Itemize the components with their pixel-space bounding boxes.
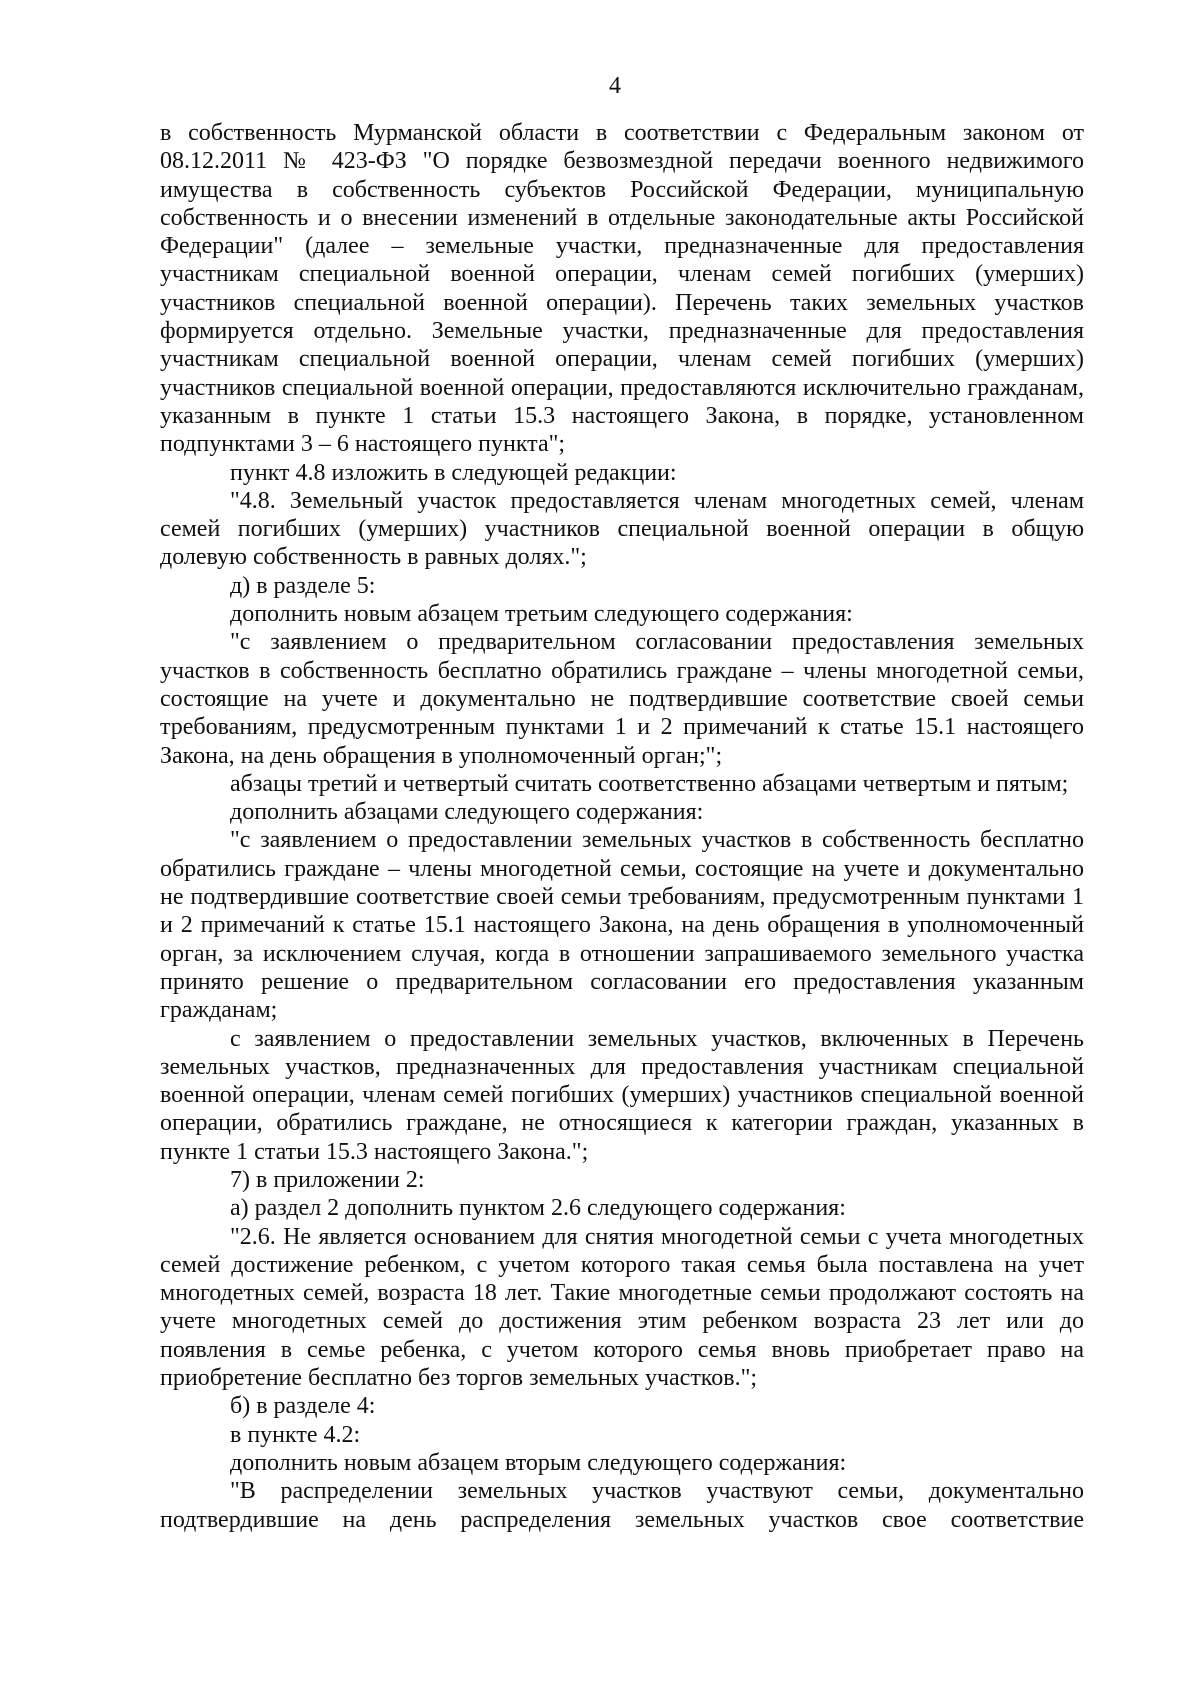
paragraph-16: дополнить новым абзацем вторым следующего содержания: bbox=[230, 1449, 847, 1476]
paragraph-12: а) раздел 2 дополнить пунктом 2.6 следующего содержания: bbox=[230, 1195, 846, 1222]
paragraph-10: с заявлением о предоставлении земельных участков, включенных в Перечень земельных участков, предназначенных для предоставления участникам специальной военной операции, членам семей погибших (умерших) участников специальной военной операции, обратились граждане, не относящиеся к категории граждан, указанных в пункте 1 статьи 15.3 настоящего Закона."; bbox=[160, 1025, 1084, 1165]
paragraph-17: "В распределении земельных участков участвуют семьи, документально подтвердившие на день распределения земельных участков свое соответствие bbox=[160, 1478, 1084, 1533]
paragraph-5: дополнить новым абзацем третьим следующего содержания: bbox=[230, 601, 853, 628]
paragraph-3: "4.8. Земельный участок предоставляется членам многодетных семей, членам семей погибших (умерших) участников специальной военной операции в общую долевую собственность в равных долях."; bbox=[160, 487, 1084, 571]
page-number: 4 bbox=[609, 73, 621, 99]
paragraph-9: "с заявлением о предоставлении земельных участков в собственность бесплатно обратились граждане – члены многодетной семьи, состоящие на учете и документально не подтвердившие соответствие своей семьи требованиям, предусмотренным пунктами 1 и 2 примечаний к статье 15.1 настоящего Закона, на день обращения в уполномоченный орган, за исключением случая, когда в отношении запрашиваемого земельного участка принято решение о предварительном согласовании его предоставления указанным гражданам; bbox=[160, 827, 1084, 1024]
paragraph-1: в собственность Мурманской области в соответствии с Федеральным законом от 08.12.2011 № 423-ФЗ "О порядке безвозмездной передачи военного недвижимого имущества в собственность субъектов Российской Федерации, муниципальную собственность и о внесении изменений в отдельные законодательные акты Российской Федерации" (далее – земельные участки, предназначенные для предоставления участникам специальной военной операции, членам семей погибших (умерших) участников специальной военной операции). Перечень таких земельных участков формируется отдельно. Земельные участки, предназначенные для предоставления участникам специальной военной операции, членам семей погибших (умерших) участников специальной военной операции, предоставляются исключительно гражданам, указанным в пункте 1 статьи 15.3 настоящего Закона, в порядке, установленном подпунктами 3 – 6 настоящего пункта"; bbox=[160, 120, 1084, 458]
paragraph-6: "с заявлением о предварительном согласовании предоставления земельных участков в собственность бесплатно обратились граждане – члены многодетной семьи, состоящие на учете и документально не подтвердившие соответствие своей семьи требованиям, предусмотренным пунктами 1 и 2 примечаний к статье 15.1 настоящего Закона, на день обращения в уполномоченный орган;"; bbox=[160, 629, 1084, 769]
paragraph-13: "2.6. Не является основанием для снятия многодетной семьи с учета многодетных семей достижение ребенком, с учетом которого такая семья была поставлена на учет многодетных семей, возраста 18 лет. Такие многодетные семьи продолжают состоять на учете многодетных семей до достижения этим ребенком возраста 23 лет или до появления в семье ребенка, с учетом которого семья вновь приобретает право на приобретение бесплатно без торгов земельных участков."; bbox=[160, 1223, 1084, 1392]
paragraph-8: дополнить абзацами следующего содержания: bbox=[230, 799, 704, 826]
paragraph-4: д) в разделе 5: bbox=[230, 572, 376, 599]
paragraph-11: 7) в приложении 2: bbox=[230, 1166, 425, 1193]
paragraph-15: в пункте 4.2: bbox=[230, 1421, 361, 1448]
paragraph-7: абзацы третий и четвертый считать соответственно абзацами четвертым и пятым; bbox=[230, 770, 1069, 797]
paragraph-2: пункт 4.8 изложить в следующей редакции: bbox=[230, 459, 677, 486]
paragraph-14: б) в разделе 4: bbox=[230, 1393, 376, 1420]
document-body bbox=[160, 119, 1084, 1534]
